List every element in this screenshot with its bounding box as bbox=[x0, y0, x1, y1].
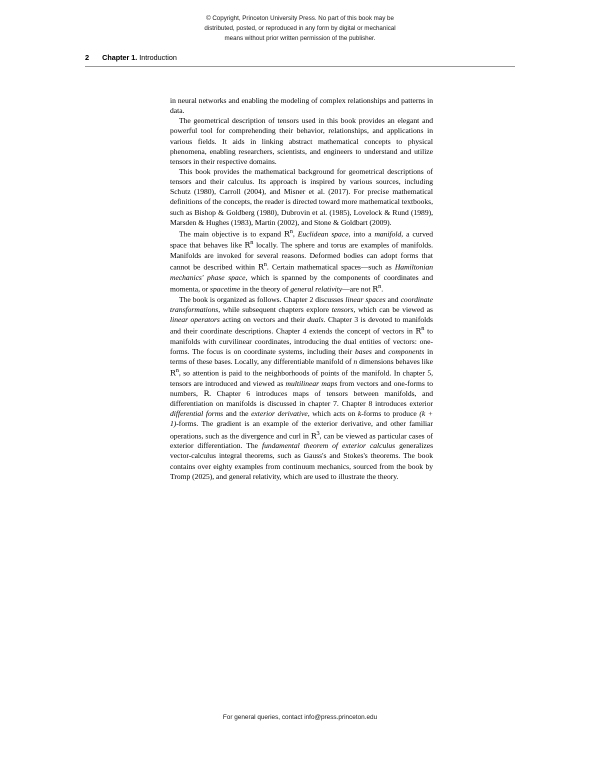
paragraph-2 bbox=[170, 116, 433, 167]
p5-italic-8: n bbox=[353, 357, 358, 367]
p5-seg-k: , so attention is paid to the neighborhoods of points of the manifold. In chapter 5, tensors are introduced and viewed as bbox=[170, 368, 433, 388]
p4-seg-b: , bbox=[292, 229, 298, 239]
p4-italic-4: spacetime bbox=[210, 284, 241, 294]
p4-rn-1: R bbox=[284, 229, 290, 239]
p5-sup-4: 3 bbox=[316, 429, 320, 437]
header-divider bbox=[85, 66, 515, 67]
paragraph-3 bbox=[170, 167, 433, 228]
p5-seg-c: , while subsequent chapters explore bbox=[218, 304, 332, 314]
p4-rn-2: R bbox=[244, 241, 251, 250]
copyright-notice bbox=[0, 14, 600, 44]
p5-italic-12: k bbox=[357, 409, 362, 419]
chapter-label: Chapter 1. bbox=[102, 53, 138, 62]
p5-sup-1: n bbox=[421, 325, 425, 333]
paragraph-4 bbox=[170, 228, 433, 295]
p5-seg-e: acting on vectors and their bbox=[219, 315, 308, 325]
p5-italic-11: exterior derivative bbox=[251, 409, 308, 419]
p5-seg-r: , can be viewed as particular cases of exterior differentiation. The bbox=[170, 431, 433, 451]
p4-seg-h: in the theory of bbox=[240, 284, 291, 294]
p4-seg-c: , into a bbox=[348, 229, 375, 239]
p4-italic-2: manifold bbox=[374, 229, 402, 239]
p5-seg-l: from vectors and one-forms to numbers, bbox=[170, 378, 433, 399]
p4-rn-3: R bbox=[258, 262, 264, 272]
copyright-line-1: © Copyright, Princeton University Press. No part of this book may be bbox=[206, 15, 394, 22]
p5-rn-4: R bbox=[310, 431, 317, 441]
p5-seg-o: , which acts on bbox=[307, 409, 358, 419]
p5-rn-2: R bbox=[170, 368, 176, 378]
p4-sup-1: n bbox=[289, 227, 293, 235]
p5-italic-10: differential forms bbox=[170, 409, 224, 419]
copyright-line-2: distributed, posted, or reproduced in any form by digital or mechanical bbox=[204, 25, 396, 33]
p5-seg-d: , which can be viewed as bbox=[353, 304, 433, 314]
p5-italic-1: linear spaces bbox=[345, 294, 386, 304]
p5-seg-j: dimensions behaves like bbox=[357, 357, 433, 367]
p5-sup-2: n bbox=[175, 367, 179, 375]
paragraph-5 bbox=[170, 295, 433, 482]
p5-italic-7: components bbox=[388, 346, 425, 356]
p4-italic-1: Euclidean space bbox=[297, 229, 349, 239]
paragraph-1 bbox=[170, 96, 433, 116]
p4-sup-3: n bbox=[263, 261, 267, 269]
p5-seg-i: in terms of these bases. Locally, any differentiable manifold of bbox=[170, 346, 433, 367]
p5-seg-h: and bbox=[371, 346, 389, 356]
p5-seg-p: -forms to produce bbox=[361, 409, 420, 419]
p4-italic-5: general relativity bbox=[290, 284, 343, 294]
copyright-line-3: means without prior written permission of the publisher. bbox=[224, 35, 376, 43]
paragraph-3-text: This book provides the mathematical background for geometrical descriptions of tensors and their calculus. Its approach is inspired by various sources, including Schutz (1980), Carroll (2004), and Misner et al. (2017). For precise mathematical definitions of the concepts, the reader is directed toward more mathematical textbooks, such as Bishop & Goldberg (1980), Dubrovin et al. (1985), Lovelock & Rund (1989), Marsden & Hughes (1983), Martin (2002), and Stone & Goldbart (2009). bbox=[170, 166, 433, 227]
p5-seg-b: and bbox=[385, 294, 401, 304]
page-number: 2 bbox=[85, 53, 90, 62]
p5-italic-5: duals bbox=[307, 315, 324, 325]
p4-seg-j: —are not bbox=[342, 284, 373, 294]
p4-sup-2: n bbox=[250, 239, 254, 247]
p5-seg-m: . Chapter 6 introduces maps of tensors between manifolds, and differentiation on manifolds is discussed in chapter 7. Chapter 8 introduces exterior bbox=[170, 389, 433, 409]
p5-rn-1: R bbox=[415, 326, 422, 336]
p4-seg-f: . Certain mathematical spaces—such as bbox=[266, 262, 395, 272]
p4-seg-g: , which is spanned by the components of coordinates and momenta, or bbox=[170, 272, 434, 294]
p4-seg-a: The main objective is to expand bbox=[179, 229, 285, 239]
p5-seg-f: . Chapter 3 is devoted to manifolds and their coordinate descriptions. Chapter 4 extends the concept of vectors in bbox=[170, 315, 433, 336]
p5-seg-s: generalizes vector-calculus integral theorems, such as Gauss's and Stokes's theorems. The book contains over eighty examples from continuum mechanics, sourced from the book by Tromp (2025), and general relativity, which are used to illustrate the theory. bbox=[170, 441, 434, 481]
p5-italic-2: coordinate transformations bbox=[170, 294, 433, 314]
p5-italic-6: bases bbox=[355, 346, 372, 356]
p5-italic-3: tensors bbox=[331, 304, 354, 314]
chapter-title: Introduction bbox=[139, 53, 177, 62]
p5-seg-g: to manifolds with curvilinear coordinates, introducing the dual entities of vectors: one-forms. The focus is on coordinate systems, including their bbox=[170, 326, 433, 356]
body-text bbox=[170, 96, 433, 482]
page-footer: For general queries, contact info@press.princeton.edu bbox=[222, 714, 378, 721]
p5-seg-a: The book is organized as follows. Chapter 2 discusses bbox=[179, 294, 346, 304]
p5-rn-3: R bbox=[203, 389, 210, 399]
p4-seg-k: . bbox=[381, 284, 384, 294]
running-head bbox=[85, 53, 177, 62]
p4-italic-3: Hamiltonian mechanics' phase space bbox=[170, 262, 433, 282]
p5-seg-n: and the bbox=[223, 409, 252, 419]
paragraph-2-text: The geometrical description of tensors used in this book provides an elegant and powerful tool for comprehending their behavior, relationships, and applications in various fields. It aids in linking abstract mathematical concepts to physical phenomena, enabling researchers, scientists, and engineers to understand and utilize tensors in their respective domains. bbox=[170, 116, 433, 166]
p4-seg-e: locally. The sphere and torus are examples of manifolds. Manifolds are invoked for several reasons. Deformed bodies can adopt forms that cannot be described within bbox=[170, 241, 433, 272]
paragraph-1-text: in neural networks and enabling the modeling of complex relationships and patterns in data. bbox=[170, 96, 433, 116]
p5-math-1: (k + 1) bbox=[170, 409, 433, 429]
p5-italic-13: fundamental theorem of exterior calculus bbox=[261, 441, 396, 451]
p5-italic-9: multilinear maps bbox=[285, 378, 338, 388]
p4-seg-d: , a curved space that behaves like bbox=[170, 229, 434, 250]
p4-sup-4: n bbox=[378, 283, 382, 291]
p5-seg-q: -forms. The gradient is an example of the exterior derivative, and other familiar operations, such as the divergence and curl in bbox=[170, 419, 433, 441]
p4-rn-4: R bbox=[372, 284, 379, 294]
p5-italic-4: linear operators bbox=[170, 315, 220, 325]
